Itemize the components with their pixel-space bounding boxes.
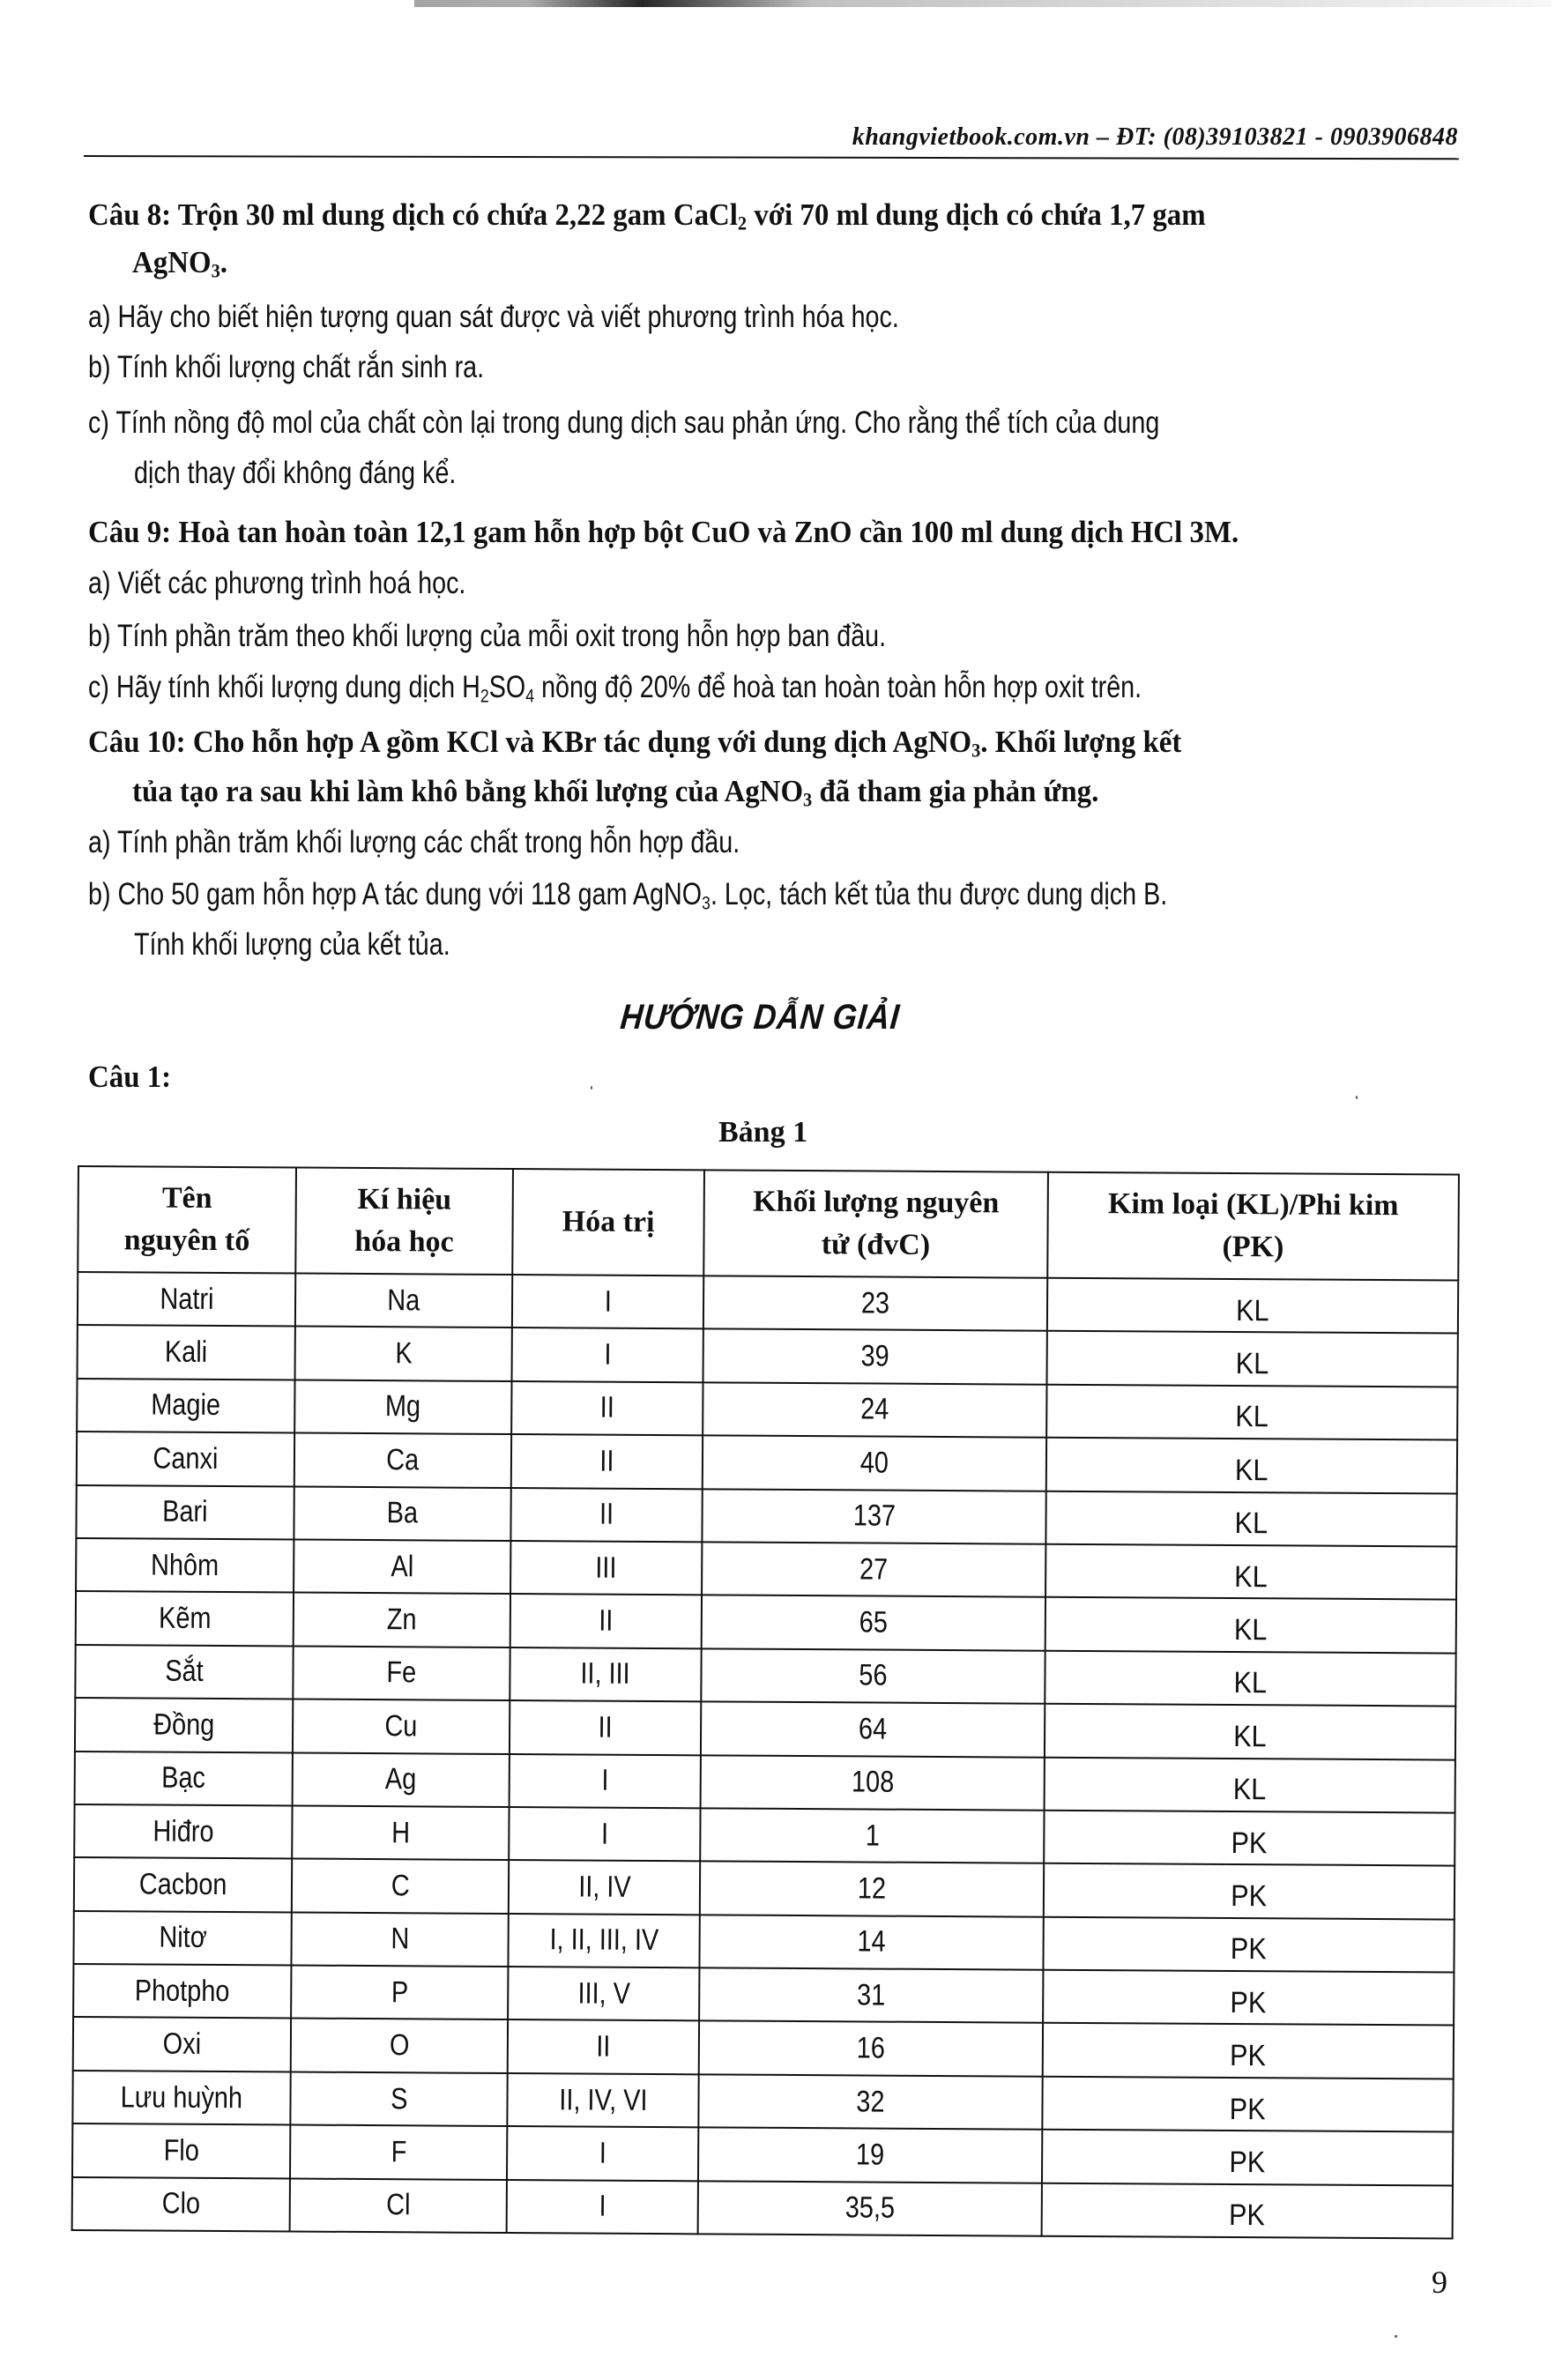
cell-text: C bbox=[391, 1869, 410, 1903]
header-symbol bbox=[295, 1168, 513, 1276]
subscript: 3 bbox=[803, 789, 813, 811]
header-line: nguyên tố bbox=[123, 1223, 250, 1258]
table-row bbox=[72, 2123, 1453, 2185]
cell-text: PK bbox=[1229, 2092, 1267, 2126]
cell-type bbox=[1043, 2023, 1454, 2079]
cell-text: 64 bbox=[858, 1712, 888, 1746]
cell-text: Bari bbox=[162, 1494, 208, 1529]
cell-name bbox=[72, 2123, 290, 2178]
cell-text: Cl bbox=[386, 2188, 411, 2222]
cell-text: Bạc bbox=[161, 1760, 206, 1796]
cell-mass bbox=[701, 1755, 1045, 1811]
question-label: Câu 9: bbox=[88, 515, 172, 549]
cell-name bbox=[75, 1698, 293, 1752]
cell-text: 56 bbox=[859, 1658, 888, 1693]
subscript: 2 bbox=[737, 212, 748, 234]
question-10-part-b bbox=[88, 875, 1167, 914]
header-line: Hóa trị bbox=[562, 1205, 655, 1238]
cell-text: Nitơ bbox=[158, 1920, 207, 1955]
cell-text: Đồng bbox=[153, 1707, 215, 1742]
cell-valence bbox=[512, 1275, 703, 1329]
cell-text: Ca bbox=[386, 1443, 420, 1477]
cell-symbol bbox=[292, 1859, 509, 1914]
table-row bbox=[77, 1432, 1457, 1493]
cell-mass bbox=[703, 1382, 1046, 1438]
table-row bbox=[76, 1591, 1456, 1653]
cell-text: Cacbon bbox=[138, 1867, 227, 1902]
header-valence bbox=[512, 1169, 704, 1276]
cell-valence bbox=[511, 1381, 703, 1436]
cell-text: Ag bbox=[384, 1762, 417, 1796]
cell-mass bbox=[699, 2021, 1043, 2077]
header-line: Kim loại (KL)/Phi kim bbox=[1107, 1187, 1399, 1223]
cell-text: Clo bbox=[161, 2186, 201, 2221]
question-9-part-b: b) Tính phần trăm theo khối lượng của mỗi oxit trong hỗn hợp ban đầu. bbox=[88, 619, 887, 653]
cell-text: 40 bbox=[859, 1446, 889, 1480]
cell-text: P bbox=[391, 1975, 409, 2010]
cell-type bbox=[1045, 1491, 1456, 1546]
question-text: Cho hỗn hợp A gồm KCl và KBr tác dụng với dung dịch AgNO bbox=[192, 725, 972, 759]
header-line: hóa học bbox=[354, 1224, 454, 1259]
cell-text: 1 bbox=[865, 1818, 880, 1853]
cell-text: Cu bbox=[384, 1708, 418, 1744]
cell-text: Fe bbox=[386, 1655, 417, 1690]
question-8-part-a: a) Hãy cho biết hiện tượng quan sát được và viết phương trình hóa học. bbox=[88, 300, 899, 334]
cell-text: 108 bbox=[851, 1765, 894, 1799]
cell-type bbox=[1045, 1757, 1455, 1812]
table-row bbox=[75, 1752, 1455, 1813]
text: c) Hãy tính khối lượng dung dịch H bbox=[88, 670, 480, 704]
cell-symbol bbox=[293, 1646, 510, 1700]
running-header: khangvietbook.com.vn – ĐT: (08)39103821 - 0903906848 bbox=[852, 123, 1458, 151]
header-line: Tên bbox=[161, 1181, 212, 1215]
cell-text: Oxi bbox=[162, 2027, 202, 2062]
cell-symbol bbox=[295, 1327, 512, 1381]
question-text: . Khối lượng kết bbox=[980, 725, 1182, 759]
cell-type bbox=[1046, 1438, 1457, 1493]
header-line: tử (đvC) bbox=[821, 1228, 931, 1261]
table-row bbox=[72, 2071, 1453, 2132]
scan-speck bbox=[591, 1086, 592, 1090]
question-text: với 70 ml dung dịch có chứa 1,7 gam bbox=[754, 197, 1206, 232]
cell-valence bbox=[508, 2019, 699, 2074]
cell-text: K bbox=[394, 1336, 413, 1371]
cell-text: 65 bbox=[859, 1605, 889, 1640]
question-9-part-a: a) Viết các phương trình hoá học. bbox=[88, 566, 466, 600]
cell-text: III, V bbox=[577, 1976, 630, 2011]
cell-text: PK bbox=[1230, 2039, 1267, 2073]
cell-text: I bbox=[601, 1763, 609, 1797]
subscript: 2 bbox=[480, 684, 489, 707]
cell-text: I bbox=[604, 1337, 612, 1372]
cell-text: PK bbox=[1229, 2198, 1266, 2233]
cell-valence bbox=[508, 1914, 699, 1968]
cell-name bbox=[73, 2017, 291, 2071]
cell-name bbox=[78, 1272, 295, 1327]
question-10-continuation bbox=[132, 772, 1098, 811]
text: . Lọc, tách kết tủa thu được dung dịch B. bbox=[710, 877, 1168, 911]
cell-text: Sắt bbox=[165, 1655, 204, 1689]
table-row bbox=[76, 1485, 1456, 1547]
cell-name bbox=[72, 2071, 290, 2125]
cell-text: Al bbox=[391, 1549, 414, 1583]
cell-text: Natri bbox=[159, 1282, 214, 1316]
cell-text: Nhôm bbox=[151, 1548, 219, 1582]
cell-text: KL bbox=[1235, 1453, 1269, 1488]
cell-name bbox=[76, 1538, 294, 1593]
cell-text: 23 bbox=[860, 1286, 890, 1320]
cell-symbol bbox=[290, 2125, 507, 2180]
cell-type bbox=[1044, 1811, 1455, 1866]
text: b) Cho 50 gam hỗn hợp A tác dung với 118 gam AgNO bbox=[88, 877, 703, 911]
solution-question-1-label: Câu 1: bbox=[88, 1060, 172, 1094]
cell-text: Ba bbox=[386, 1496, 419, 1530]
cell-valence bbox=[509, 1807, 700, 1862]
question-text: tủa tạo ra sau khi làm khô bằng khối lượng của AgNO bbox=[132, 774, 804, 808]
cell-text: Kali bbox=[164, 1335, 208, 1369]
cell-mass bbox=[698, 2181, 1042, 2236]
header-line: (PK) bbox=[1222, 1230, 1284, 1264]
question-9 bbox=[88, 513, 1239, 552]
cell-symbol bbox=[290, 2178, 507, 2233]
cell-valence bbox=[510, 1594, 702, 1648]
cell-mass bbox=[701, 1701, 1045, 1757]
cell-text: PK bbox=[1230, 1985, 1267, 2020]
cell-valence bbox=[510, 1541, 702, 1595]
cell-valence bbox=[507, 2126, 698, 2181]
cell-type bbox=[1047, 1331, 1458, 1387]
question-text: đã tham gia phản ứng. bbox=[812, 774, 1099, 808]
table-row bbox=[75, 1698, 1455, 1759]
table-caption: Bảng 1 bbox=[718, 1116, 808, 1149]
cell-mass bbox=[700, 1862, 1044, 1917]
cell-text: II bbox=[599, 1603, 614, 1638]
cell-symbol bbox=[290, 2071, 507, 2126]
cell-name bbox=[73, 1964, 291, 2019]
cell-name bbox=[76, 1485, 294, 1540]
cell-valence bbox=[507, 2180, 698, 2235]
cell-text: 35,5 bbox=[844, 2190, 896, 2226]
cell-text: 137 bbox=[852, 1499, 896, 1533]
cell-text: Kẽm bbox=[158, 1601, 212, 1635]
question-10-part-a: a) Tính phần trăm khối lượng các chất trong hỗn hợp đầu. bbox=[88, 825, 740, 859]
table-row bbox=[73, 1911, 1454, 1973]
table-row bbox=[72, 2177, 1453, 2239]
subscript: 3 bbox=[702, 891, 711, 914]
cell-text: PK bbox=[1231, 1826, 1268, 1860]
cell-mass bbox=[703, 1436, 1046, 1491]
cell-text: II bbox=[599, 1391, 614, 1425]
cell-type bbox=[1042, 2130, 1453, 2185]
cell-name bbox=[77, 1432, 294, 1486]
cell-valence bbox=[508, 1967, 699, 2021]
cell-text: II bbox=[599, 1444, 614, 1478]
cell-text: O bbox=[389, 2028, 410, 2063]
cell-text: Photpho bbox=[134, 1974, 230, 2008]
cell-text: I bbox=[604, 1284, 612, 1319]
question-label: Câu 10: bbox=[88, 725, 186, 759]
cell-text: PK bbox=[1231, 1932, 1268, 1967]
subscript: 3 bbox=[971, 740, 981, 762]
cell-name bbox=[73, 1911, 291, 1966]
cell-text: PK bbox=[1229, 2145, 1266, 2180]
cell-text: I bbox=[599, 2136, 606, 2170]
cell-valence bbox=[511, 1434, 703, 1489]
table-row bbox=[76, 1538, 1456, 1600]
cell-text: II, IV, VI bbox=[558, 2082, 648, 2117]
header-rule bbox=[84, 155, 1459, 160]
formula: AgNO bbox=[132, 245, 212, 279]
cell-type bbox=[1042, 2077, 1453, 2132]
cell-text: Mg bbox=[385, 1389, 421, 1424]
question-8 bbox=[88, 196, 1206, 234]
elements-table bbox=[71, 1165, 1460, 2240]
punctuation: . bbox=[219, 245, 227, 279]
cell-text: KL bbox=[1233, 1719, 1267, 1754]
cell-valence bbox=[510, 1647, 701, 1702]
cell-text: KL bbox=[1235, 1347, 1269, 1381]
cell-name bbox=[77, 1379, 294, 1433]
cell-type bbox=[1045, 1544, 1456, 1600]
cell-valence bbox=[510, 1700, 701, 1755]
cell-text: F bbox=[391, 2135, 407, 2169]
cell-symbol bbox=[295, 1274, 512, 1328]
question-label: Câu 8: bbox=[88, 197, 172, 232]
cell-text: 31 bbox=[857, 1978, 886, 2012]
cell-type bbox=[1045, 1704, 1455, 1759]
header-element-name bbox=[78, 1166, 296, 1274]
question-8-part-b: b) Tính khối lượng chất rắn sinh ra. bbox=[88, 350, 485, 384]
cell-symbol bbox=[294, 1380, 511, 1434]
text: nồng độ 20% để hoà tan hoàn toàn hỗn hợp oxit trên. bbox=[534, 670, 1142, 704]
cell-valence bbox=[509, 1860, 700, 1915]
cell-type bbox=[1043, 1970, 1454, 2026]
cell-text: Magie bbox=[151, 1387, 221, 1423]
cell-text: N bbox=[391, 1922, 410, 1956]
cell-text: II bbox=[599, 1497, 614, 1531]
cell-text: KL bbox=[1233, 1666, 1268, 1700]
scan-artifact bbox=[414, 0, 1551, 7]
cell-text: KL bbox=[1234, 1559, 1269, 1594]
cell-text: 14 bbox=[857, 1924, 886, 1959]
cell-symbol bbox=[294, 1539, 510, 1594]
cell-text: 12 bbox=[857, 1871, 887, 1906]
cell-valence bbox=[510, 1488, 702, 1543]
cell-type bbox=[1047, 1278, 1458, 1334]
cell-name bbox=[74, 1857, 292, 1912]
cell-type bbox=[1043, 1916, 1454, 1972]
header-line: Khối lượng nguyên bbox=[753, 1185, 1000, 1220]
cell-name bbox=[75, 1645, 293, 1699]
question-9-part-c bbox=[88, 668, 1142, 707]
table-row bbox=[73, 2017, 1454, 2079]
cell-symbol bbox=[293, 1752, 510, 1807]
cell-mass bbox=[698, 2074, 1042, 2130]
cell-text: Zn bbox=[386, 1603, 417, 1637]
cell-text: Flo bbox=[163, 2133, 199, 2168]
cell-symbol bbox=[291, 2019, 508, 2073]
cell-text: PK bbox=[1231, 1878, 1268, 1914]
header-metal-type bbox=[1047, 1172, 1459, 1281]
cell-text: KL bbox=[1235, 1400, 1269, 1434]
cell-mass bbox=[701, 1648, 1045, 1704]
table-row bbox=[74, 1857, 1455, 1919]
question-8-continuation bbox=[132, 243, 227, 282]
cell-mass bbox=[698, 2128, 1042, 2183]
cell-mass bbox=[700, 1808, 1044, 1863]
scan-speck bbox=[1356, 1096, 1358, 1099]
header-line: Kí hiệu bbox=[357, 1182, 452, 1216]
cell-text: 27 bbox=[859, 1552, 889, 1587]
cell-valence bbox=[507, 2073, 698, 2128]
cell-name bbox=[75, 1752, 293, 1806]
cell-symbol bbox=[292, 1805, 509, 1860]
cell-text: II bbox=[598, 1710, 613, 1744]
cell-symbol bbox=[293, 1699, 510, 1754]
cell-name bbox=[78, 1325, 295, 1380]
question-10 bbox=[88, 723, 1181, 762]
cell-valence bbox=[510, 1754, 701, 1809]
cell-text: 24 bbox=[860, 1392, 889, 1427]
cell-symbol bbox=[291, 1966, 508, 2020]
header-atomic-mass bbox=[703, 1170, 1048, 1277]
cell-text: Hiđro bbox=[153, 1814, 214, 1848]
cell-name bbox=[72, 2177, 290, 2232]
cell-mass bbox=[702, 1489, 1045, 1544]
cell-text: S bbox=[390, 2081, 408, 2116]
table-row bbox=[78, 1272, 1458, 1334]
cell-type bbox=[1045, 1597, 1456, 1653]
cell-text: I bbox=[599, 2189, 606, 2224]
cell-text: Canxi bbox=[153, 1441, 219, 1476]
cell-name bbox=[74, 1804, 292, 1859]
question-8-part-c: c) Tính nồng độ mol của chất còn lại trong dung dịch sau phản ứng. Cho rằng thể tích của dung bbox=[88, 405, 1160, 440]
cell-text: III bbox=[595, 1551, 617, 1585]
cell-text: I, II, III, IV bbox=[549, 1923, 659, 1958]
cell-text: 19 bbox=[855, 2138, 885, 2172]
cell-text: 16 bbox=[856, 2031, 886, 2065]
table-header-row bbox=[78, 1166, 1459, 1281]
scan-speck bbox=[1395, 2335, 1397, 2338]
subscript: 4 bbox=[525, 684, 535, 707]
question-text: Trộn 30 ml dung dịch có chứa 2,22 gam CaCl bbox=[177, 197, 738, 232]
table-row bbox=[78, 1325, 1458, 1387]
cell-mass bbox=[703, 1329, 1047, 1385]
cell-name bbox=[76, 1591, 294, 1646]
cell-type bbox=[1042, 2183, 1453, 2238]
cell-text: II, IV bbox=[577, 1870, 631, 1904]
cell-type bbox=[1044, 1863, 1455, 1919]
subscript: 3 bbox=[211, 260, 220, 282]
cell-mass bbox=[699, 1915, 1043, 1970]
cell-text: KL bbox=[1233, 1613, 1268, 1647]
cell-text: 32 bbox=[856, 2084, 885, 2119]
text: SO bbox=[488, 670, 526, 704]
table-row bbox=[73, 1964, 1454, 2026]
cell-text: II bbox=[596, 2029, 611, 2064]
cell-type bbox=[1046, 1385, 1457, 1440]
cell-text: II, III bbox=[580, 1656, 631, 1692]
cell-text: KL bbox=[1232, 1773, 1267, 1807]
cell-mass bbox=[702, 1542, 1045, 1597]
cell-symbol bbox=[294, 1593, 510, 1647]
cell-text: Lưu huỳnh bbox=[120, 2079, 243, 2115]
cell-text: 39 bbox=[860, 1339, 889, 1373]
cell-text: KL bbox=[1234, 1506, 1269, 1541]
cell-symbol bbox=[294, 1433, 511, 1488]
cell-symbol bbox=[291, 1912, 508, 1967]
cell-type bbox=[1045, 1650, 1455, 1706]
question-text: Hoà tan hoàn toàn 12,1 gam hỗn hợp bột CuO và ZnO cần 100 ml dung dịch HCl 3M. bbox=[178, 515, 1239, 549]
cell-text: KL bbox=[1236, 1293, 1269, 1328]
question-10-part-b-continuation: Tính khối lượng của kết tủa. bbox=[134, 927, 450, 962]
table-row bbox=[74, 1804, 1455, 1866]
page-number: 9 bbox=[1432, 2265, 1447, 2300]
table-row bbox=[75, 1645, 1455, 1707]
question-8-part-c-continuation: dịch thay đổi không đáng kể. bbox=[134, 456, 457, 490]
cell-mass bbox=[703, 1276, 1047, 1331]
cell-symbol bbox=[294, 1486, 510, 1541]
table-row bbox=[77, 1379, 1457, 1440]
cell-mass bbox=[699, 1967, 1043, 2023]
cell-mass bbox=[702, 1595, 1045, 1651]
section-heading: HƯỚNG DẪN GIẢI bbox=[618, 998, 902, 1037]
cell-text: I bbox=[600, 1817, 609, 1851]
cell-valence bbox=[512, 1328, 703, 1382]
cell-text: Na bbox=[387, 1283, 420, 1318]
cell-text: H bbox=[391, 1815, 410, 1849]
